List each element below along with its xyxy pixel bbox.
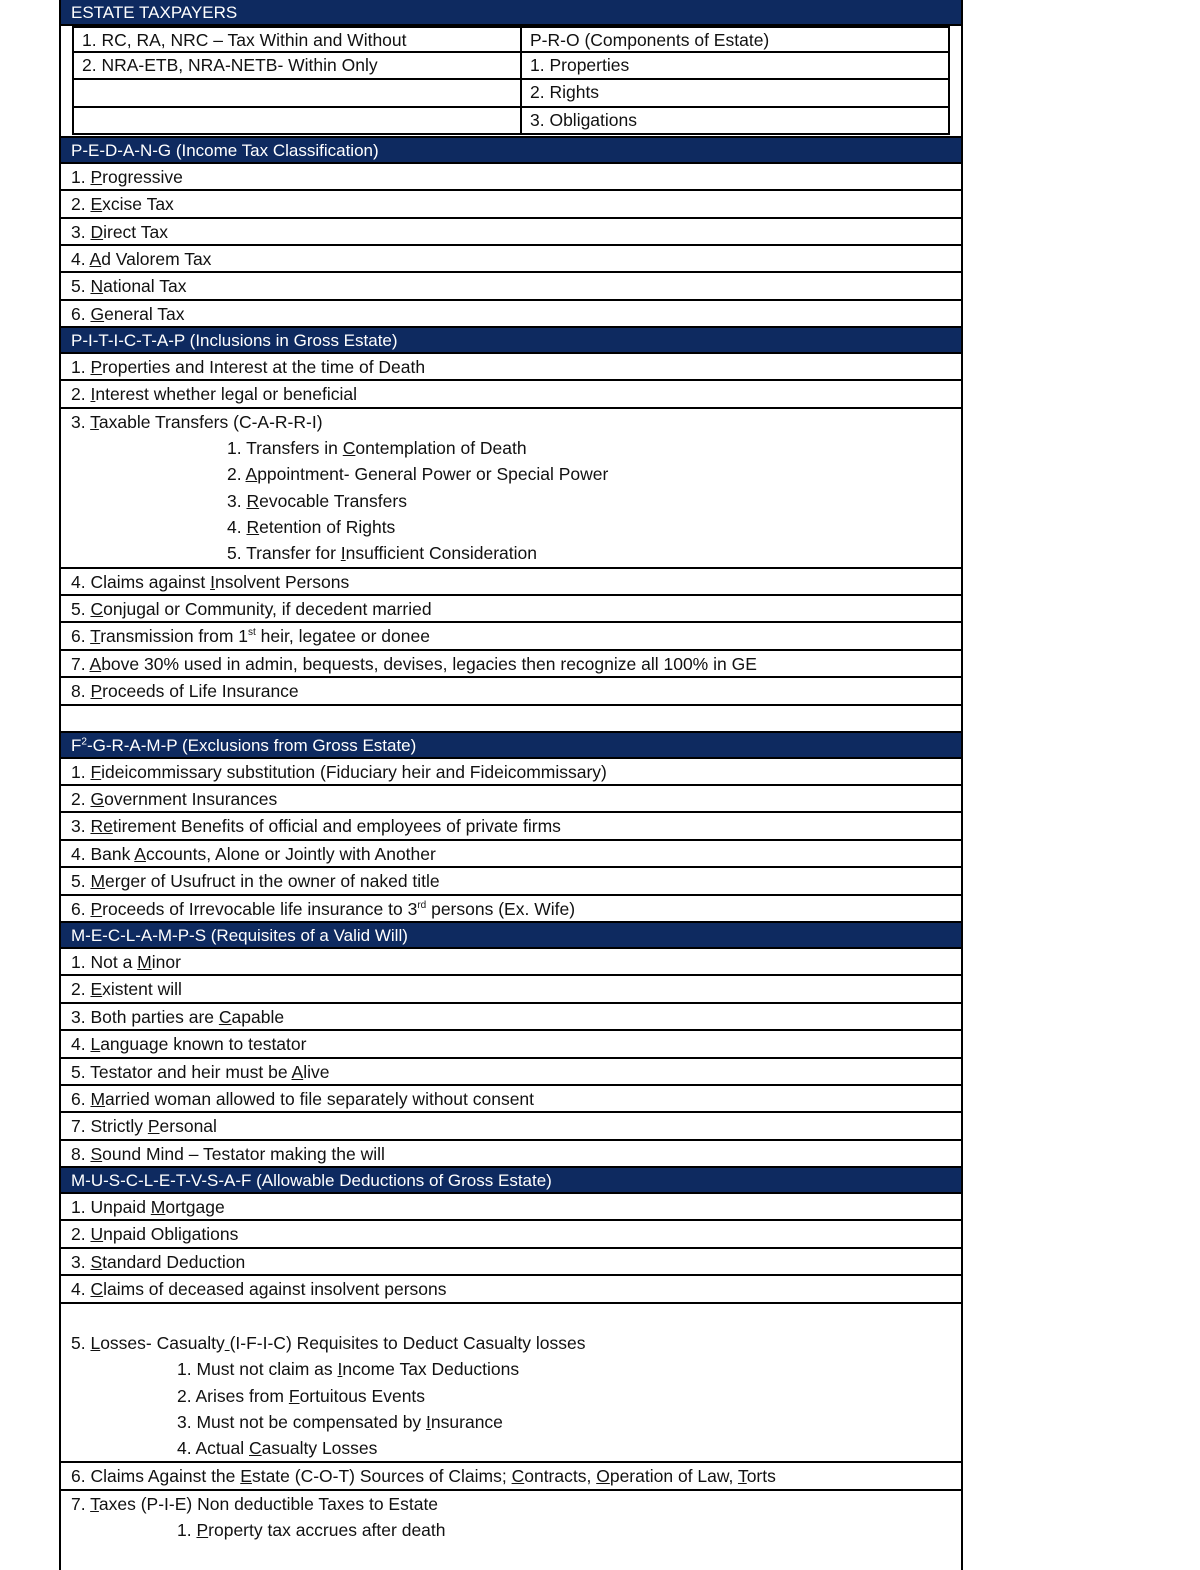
list-item <box>61 569 961 596</box>
item-prefix: Claims Against the <box>90 1466 241 1487</box>
item-text: overnment Insurances <box>104 789 278 809</box>
ordinal-suffix: st <box>248 627 256 639</box>
item-prefix: 4. Claims against <box>71 571 211 592</box>
sub-list-item <box>61 1517 961 1543</box>
item-number: 4. <box>71 1034 91 1055</box>
item-number: 2. <box>177 1385 196 1406</box>
list-item <box>61 164 961 191</box>
item-number: 1. <box>177 1520 197 1541</box>
sub-list-item <box>61 1356 961 1382</box>
spacer-line <box>61 1304 961 1330</box>
header-superscript: 2 <box>81 735 87 747</box>
list-item <box>61 1194 961 1221</box>
item-text: tirement Benefits of official and employees of private firms <box>112 816 561 837</box>
mnemonic-letter: Re <box>90 816 113 837</box>
list-item <box>61 1031 961 1058</box>
item-text: xistent will <box>102 979 182 1000</box>
mnemonic-letter: A <box>291 1061 304 1082</box>
item-text: orts <box>746 1466 776 1487</box>
item-number: 3. <box>177 1411 197 1432</box>
item-text: inor <box>151 951 181 972</box>
mnemonic-letter: F <box>90 761 102 782</box>
item-text: eneral Tax <box>104 303 185 324</box>
item-text: roceeds of Life Insurance <box>102 681 299 702</box>
table-cell: 1. RC, RA, NRC – Tax Within and Without <box>74 28 522 51</box>
table-cell <box>74 108 522 133</box>
item-number: 7. <box>71 1116 91 1137</box>
list-item <box>61 1221 961 1248</box>
table-cell: 1. Properties <box>530 55 630 76</box>
item-number: 3. <box>71 816 91 837</box>
item-number: 2. <box>71 789 91 809</box>
mnemonic-letter: I <box>90 384 96 405</box>
mnemonic-letter: N <box>90 276 104 297</box>
item-text: rogressive <box>102 166 183 187</box>
header-text: -G-R-A-M-P (Exclusions from Gross Estate) <box>86 735 417 755</box>
item-prefix: Must not be compensated by <box>196 1411 427 1432</box>
mnemonic-letter: A <box>134 843 146 864</box>
estate-taxpayers-table-wrap <box>61 26 961 138</box>
reviewer-document <box>59 0 963 1570</box>
item-prefix: Testator and heir must be <box>90 1061 292 1082</box>
item-number: 4. <box>71 843 91 864</box>
list-item <box>61 1141 961 1168</box>
item-text: roceeds of Irrevocable life insurance to 3 <box>102 898 418 919</box>
item-text: ncome Tax Deductions <box>342 1359 520 1380</box>
item-number: 5. <box>71 1332 91 1353</box>
item-number: 6. <box>71 898 91 919</box>
list-item <box>61 623 961 650</box>
item-number: 5. <box>71 599 91 620</box>
item-text: nsufficient Consideration <box>345 543 537 564</box>
table-cell: 2. NRA-ETB, NRA-NETB- Within Only <box>74 53 522 78</box>
mnemonic-letter: E <box>240 1466 252 1487</box>
mnemonic-letter: G <box>90 789 105 809</box>
mnemonic-letter: L <box>90 1034 101 1055</box>
table-row <box>74 108 948 135</box>
item-text: nterest whether legal or beneficial <box>95 384 358 405</box>
mnemonic-letter: A <box>89 248 102 269</box>
mnemonic-letter: L <box>90 1332 101 1353</box>
item-text-post: (I-F-I-C) Requisites to Deduct Casualty losses <box>229 1332 586 1353</box>
item-text: d Valorem Tax <box>101 248 212 269</box>
item-text: ontemplation of Death <box>355 438 527 459</box>
item-text: npaid Obligations <box>103 1224 239 1245</box>
header-text: F <box>71 735 82 755</box>
item-text: laims of deceased against insolvent persons <box>103 1279 447 1300</box>
spacer-line <box>61 1543 961 1569</box>
item-text: roperties and Interest at the time of Death <box>102 357 426 378</box>
section-header-pitctap: P-I-T-I-C-T-A-P (Inclusions in Gross Estate) <box>61 328 961 354</box>
mnemonic-letter: P <box>90 166 103 187</box>
mnemonic-letter: E <box>90 979 103 1000</box>
item-number: 3. <box>71 1251 91 1272</box>
sub-list-item <box>61 435 961 461</box>
item-number: 4. <box>71 248 90 269</box>
taxable-transfers-block <box>61 409 961 569</box>
mnemonic-letter: A <box>89 653 102 674</box>
section-header-meclamps: M-E-C-L-A-M-P-S (Requisites of a Valid Will) <box>61 923 961 949</box>
item-number: 1. <box>71 357 91 378</box>
mnemonic-letter: I <box>337 1359 343 1380</box>
list-item <box>61 1491 961 1517</box>
mnemonic-letter: U <box>90 1224 104 1245</box>
list-item <box>61 868 961 895</box>
mnemonic-letter: C <box>511 1466 525 1487</box>
item-number: 1. <box>71 761 91 782</box>
item-text: arried woman allowed to file separately without consent <box>105 1088 535 1109</box>
item-text: ccounts, Alone or Jointly with Another <box>145 843 436 864</box>
taxes-block <box>61 1491 961 1570</box>
mnemonic-letter: I <box>340 543 346 564</box>
list-item <box>61 301 961 328</box>
mnemonic-letter: P <box>196 1520 209 1541</box>
mnemonic-letter: T <box>90 411 99 432</box>
list-item <box>61 1004 961 1031</box>
table-cell: 3. Obligations <box>530 109 638 130</box>
sub-list-item <box>61 1383 961 1409</box>
sub-list-item <box>61 1435 961 1461</box>
section-header-estate-taxpayers: ESTATE TAXPAYERS <box>61 0 961 26</box>
list-item <box>61 651 961 678</box>
item-number: 6. <box>71 1088 91 1109</box>
mnemonic-letter: T <box>737 1466 747 1487</box>
mnemonic-letter: S <box>90 1143 103 1164</box>
mnemonic-letter: C <box>342 438 356 459</box>
item-text: osses- Casualty <box>100 1332 225 1353</box>
item-prefix: Strictly <box>90 1116 148 1137</box>
table-row <box>74 26 948 53</box>
mnemonic-letter: P <box>90 681 103 702</box>
mnemonic-letter: P <box>147 1116 160 1137</box>
table-row <box>74 53 948 80</box>
mnemonic-letter: R <box>246 490 260 511</box>
item-number: 6. <box>71 626 91 647</box>
item-number: 7. <box>71 653 90 674</box>
list-item <box>61 976 961 1003</box>
item-text: nsolvent Persons <box>214 571 350 592</box>
item-text-post: persons (Ex. Wife) <box>426 898 576 919</box>
list-item <box>61 1086 961 1113</box>
item-number: 4. <box>71 1279 91 1300</box>
list-item <box>61 841 961 868</box>
item-number: 3. <box>71 1006 91 1027</box>
item-text: ideicommissary substitution (Fiduciary heir and Fideicommissary) <box>101 761 607 782</box>
item-text: evocable Transfers <box>259 490 407 511</box>
sub-list-item <box>61 461 961 487</box>
sub-list-item <box>61 540 961 566</box>
section-header-fgramp <box>61 733 961 759</box>
item-text: onjugal or Community, if decedent married <box>103 599 432 620</box>
mnemonic-letter: O <box>596 1466 610 1487</box>
item-number: 1. <box>177 1359 197 1380</box>
mnemonic-letter: M <box>150 1197 166 1218</box>
item-text: etention of Rights <box>259 517 396 538</box>
mnemonic-letter: E <box>90 194 103 215</box>
list-item <box>61 219 961 246</box>
mnemonic-letter: P <box>90 898 103 919</box>
list-item <box>61 596 961 623</box>
item-text: ational Tax <box>103 276 187 297</box>
list-item <box>61 1330 961 1356</box>
mnemonic-letter: R <box>246 517 260 538</box>
list-item <box>61 1113 961 1140</box>
mnemonic-letter: M <box>90 1088 106 1109</box>
item-number: 5. <box>227 543 247 564</box>
item-text: ortgage <box>165 1197 225 1218</box>
item-text: ransmission from 1 <box>100 626 249 647</box>
mnemonic-letter: F <box>288 1385 300 1406</box>
mnemonic-letter: C <box>90 1279 104 1300</box>
item-number: 5. <box>71 871 91 892</box>
mnemonic-letter: C <box>90 599 104 620</box>
item-text: ound Mind – Testator making the will <box>102 1143 385 1164</box>
mnemonic-letter: S <box>90 1251 103 1272</box>
mnemonic-letter: C <box>249 1438 262 1459</box>
item-number: 4. <box>177 1438 196 1459</box>
list-item <box>61 813 961 840</box>
item-text: ontracts, <box>524 1466 597 1487</box>
list-item <box>61 786 961 813</box>
list-item <box>61 678 961 705</box>
item-text: asualty Losses <box>261 1438 378 1459</box>
item-text: peration of Law, <box>609 1466 738 1487</box>
item-number: 2. <box>71 979 91 1000</box>
list-item <box>61 1463 961 1490</box>
blank-row <box>61 706 961 733</box>
mnemonic-letter: M <box>90 871 106 892</box>
item-text: apable <box>231 1006 285 1027</box>
item-number: 2. <box>227 464 246 485</box>
item-number: 5. <box>71 1061 91 1082</box>
item-text: anguage known to testator <box>100 1034 307 1055</box>
item-number: 8. <box>71 1143 91 1164</box>
list-item <box>61 381 961 408</box>
item-prefix: Transfers in <box>246 438 343 459</box>
item-number: 8. <box>71 681 91 702</box>
item-text: roperty tax accrues after death <box>208 1520 446 1541</box>
item-number: 2. <box>71 1224 91 1245</box>
mnemonic-letter: C <box>218 1006 232 1027</box>
item-prefix: Transfer for <box>246 543 341 564</box>
mnemonic-letter: M <box>137 951 152 972</box>
item-number: 1. <box>227 438 247 459</box>
mnemonic-letter: I <box>426 1411 431 1432</box>
item-text: bove 30% used in admin, bequests, devises, legacies then recognize all 100% in GE <box>101 653 757 674</box>
item-number: 2. <box>71 194 91 215</box>
estate-taxpayers-table <box>72 26 950 135</box>
item-prefix: Actual <box>195 1438 249 1459</box>
item-text-post: heir, legatee or donee <box>255 626 430 647</box>
list-item <box>61 896 961 923</box>
list-item <box>61 273 961 300</box>
item-text: tandard Deduction <box>102 1251 246 1272</box>
item-number: 3. <box>71 411 91 432</box>
item-prefix: Must not claim as <box>196 1359 338 1380</box>
list-item <box>61 949 961 976</box>
section-header-muscletvsaf: M-U-S-C-L-E-T-V-S-A-F (Allowable Deductions of Gross Estate) <box>61 1168 961 1194</box>
sub-list-item <box>61 514 961 540</box>
item-prefix: Not a <box>90 951 138 972</box>
item-text: axes (P-I-E) Non deductible Taxes to Estate <box>98 1493 439 1514</box>
table-row <box>74 80 948 107</box>
item-prefix: Unpaid <box>90 1197 151 1218</box>
item-text: ersonal <box>159 1116 217 1137</box>
item-number: 5. <box>71 276 91 297</box>
mnemonic-letter: A <box>245 464 258 485</box>
item-number: 3. <box>227 490 247 511</box>
table-cell: P-R-O (Components of Estate) <box>530 30 770 50</box>
ordinal-suffix: rd <box>417 899 427 911</box>
item-number: 6. <box>71 303 91 324</box>
item-number: 1. <box>71 166 91 187</box>
sub-list-item <box>61 488 961 514</box>
item-prefix: Both parties are <box>90 1006 219 1027</box>
item-text: live <box>303 1061 330 1082</box>
item-text: erger of Usufruct in the owner of naked title <box>105 871 440 892</box>
list-item <box>61 1059 961 1086</box>
list-item <box>61 246 961 273</box>
item-number: 7. <box>71 1493 91 1514</box>
item-number: 4. <box>227 517 247 538</box>
item-text: ortuitous Events <box>299 1385 426 1406</box>
mnemonic-letter: T <box>90 1493 99 1514</box>
item-number: 6. <box>71 1466 91 1487</box>
list-item <box>61 409 961 435</box>
list-item <box>61 1276 961 1303</box>
item-number: 1. <box>71 951 91 972</box>
losses-block <box>61 1304 961 1464</box>
item-text: axable Transfers (C-A-R-R-I) <box>98 411 323 432</box>
item-number: 3. <box>71 221 91 242</box>
section-header-pedang: P-E-D-A-N-G (Income Tax Classification) <box>61 138 961 164</box>
item-text: xcise Tax <box>102 194 174 215</box>
mnemonic-letter: T <box>90 626 101 647</box>
item-number: 1. <box>71 1197 91 1218</box>
item-prefix: Arises from <box>195 1385 289 1406</box>
list-item <box>61 1249 961 1276</box>
item-prefix: Bank <box>90 843 135 864</box>
item-text: nsurance <box>430 1411 503 1432</box>
list-item <box>61 759 961 786</box>
item-text: state (C-O-T) Sources of Claims; <box>251 1466 512 1487</box>
list-item <box>61 354 961 381</box>
mnemonic-letter: G <box>90 303 105 324</box>
item-text: irect Tax <box>103 221 168 242</box>
mnemonic-letter: I <box>210 571 215 592</box>
list-item <box>61 191 961 218</box>
mnemonic-letter: D <box>90 221 104 242</box>
table-cell <box>74 80 522 105</box>
mnemonic-letter: P <box>90 357 103 378</box>
item-text: ppointment- General Power or Special Power <box>257 464 609 485</box>
item-number: 2. <box>71 384 91 405</box>
sub-list-item <box>61 1409 961 1435</box>
table-cell: 2. Rights <box>530 82 600 103</box>
